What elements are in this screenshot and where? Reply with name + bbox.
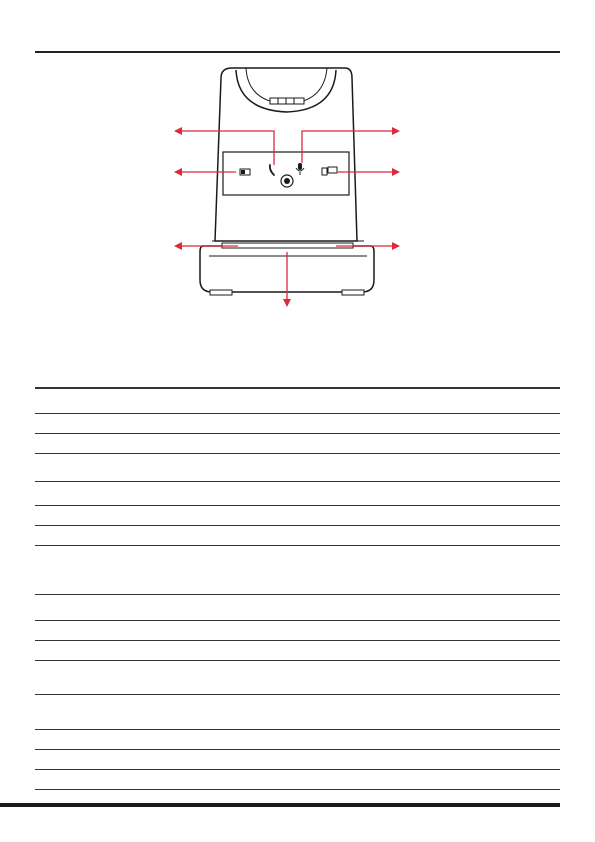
table-row-rule xyxy=(35,413,560,414)
table-row-rule xyxy=(35,749,560,750)
table-row-rule xyxy=(35,453,560,454)
table-row-rule xyxy=(35,525,560,526)
footer-rule xyxy=(0,803,560,807)
table-row-rule xyxy=(35,481,560,482)
table-row-rule xyxy=(35,620,560,621)
table-row-rule xyxy=(35,433,560,434)
charging-base-diagram xyxy=(0,0,595,330)
table-row-rule xyxy=(35,545,560,546)
table-row-rule xyxy=(35,387,560,389)
table-row-rule xyxy=(35,594,560,595)
table-row-rule xyxy=(35,769,560,770)
table-row-rule xyxy=(35,640,560,641)
table-row-rule xyxy=(35,789,560,790)
logo-icon xyxy=(281,175,293,187)
table-row-rule xyxy=(35,505,560,506)
base-upright xyxy=(215,68,357,241)
table-row-rule xyxy=(35,729,560,730)
table-row-rule xyxy=(35,694,560,695)
table-row-rule xyxy=(35,660,560,661)
